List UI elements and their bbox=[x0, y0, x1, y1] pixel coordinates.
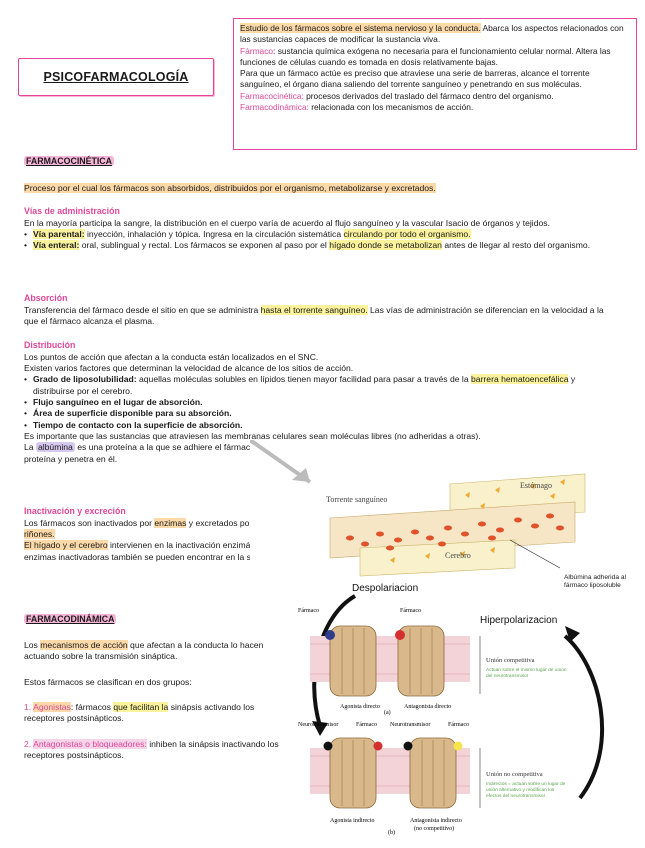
label-cerebro: Cerebro bbox=[445, 551, 471, 560]
farmacodinamica-heading: FARMACODINÁMICA bbox=[26, 614, 115, 624]
albumina-note: Albúmina adherida al fármaco liposoluble bbox=[564, 574, 626, 589]
farmaco-dot-b1 bbox=[374, 742, 383, 751]
distribucion-heading: Distribución bbox=[24, 340, 76, 350]
label-no-competitivo: (no competitivo) bbox=[414, 826, 455, 832]
hiperpolarizacion-arrow bbox=[565, 636, 602, 798]
farmaco-dot-antagonista bbox=[395, 630, 405, 640]
absorcion-heading: Absorción bbox=[24, 293, 68, 303]
label-agonista-directo: Agonista directo bbox=[340, 704, 380, 710]
farmacocinetica-heading: FARMACOCINÉTICA bbox=[26, 156, 113, 166]
inactivacion-text1: Los fármacos son inactivados por enzimas y excretados por los riñones. bbox=[24, 517, 266, 539]
inactivacion-text2: El hígado y el cerebro intervienen en la inactivación enzimática, las enzimas inactivadoras también se pueden encontrar en la sangre. bbox=[24, 540, 280, 562]
absorcion-text: Transferencia del fármaco desde el sitio en que se administra hasta el torrente sanguíneo. Las vías de administración se diferencian en la velocidad a la que el fármaco alcanza el plasma. bbox=[24, 304, 604, 326]
distribucion-p2: La albúmina es una proteína a la que se adhiere el fármaco dentro del torrente sanguíneo y que la transporta hasta el cerebro donde se desprende de la proteína y penetra en él. bbox=[24, 442, 610, 464]
intro-farmacodinamica: Farmacodinámica: relacionada con los mecanismos de acción. bbox=[240, 101, 474, 112]
farmacodinamica-text bbox=[24, 640, 289, 761]
farmaco-dot-b2 bbox=[454, 742, 463, 751]
via-enteral: • Vía enteral: oral, sublingual y rectal. Los fármacos se exponen al paso por el hígado donde se metabolizan antes de llegar al resto del organismo. bbox=[24, 240, 614, 251]
label-hiperpolarizacion: Hiperpolarizacion bbox=[480, 615, 558, 626]
intro-farmaco: Fármaco: sustancia química exógena no necesaria para el funcionamiento celular normal. Altera las funciones de células cuando es tomada en dosis relativamente bajas. bbox=[240, 45, 611, 67]
union-comp-note-wrap bbox=[486, 668, 568, 692]
intro-box bbox=[233, 18, 637, 150]
distribucion-p1: Es importante que las sustancias que atraviesen las membranas celulares sean moléculas libres (no adheridas a otras). bbox=[24, 431, 481, 442]
inactivacion-heading: Inactivación y excreción bbox=[24, 506, 126, 516]
intro-farmacocinetica: Farmacocinética: procesos derivados del traslado del fármaco dentro del organismo. bbox=[240, 90, 554, 101]
farmacocinetica-def: Proceso por el cual los fármacos son absorbidos, distribuidos por el organismo, metabolizarse y excretados. bbox=[24, 183, 436, 193]
vias-list bbox=[24, 229, 614, 252]
vias-text: En la mayoría participa la sangre, la distribución en el cuerpo varía de acuerdo al flujo sanguíneo y la vascular Isacio de órganos y tejidos. bbox=[24, 217, 550, 228]
neurotransmisor-dot-2 bbox=[404, 742, 413, 751]
label-a: (a) bbox=[384, 710, 391, 716]
distribucion-line2: Existen varios factores que determinan la velocidad de alcance de los sitios de acción. bbox=[24, 362, 354, 373]
farmaco-dot-agonista bbox=[325, 630, 335, 640]
grupo-agonistas: 1. Agonistas: fármacos que facilitan la sinápsis activando los receptores postsinápticos. bbox=[24, 702, 255, 724]
factor-flujo: • Flujo sanguíneo en el lugar de absorción. bbox=[24, 397, 614, 408]
label-farmaco-b2: Fármaco bbox=[448, 722, 469, 728]
grupo-antagonistas: 2. Antagonistas o bloqueadores: inhiben la sinápsis inactivando los receptores postsinápticos. bbox=[24, 738, 279, 761]
label-union-no-competitiva: Unión no competitiva bbox=[486, 771, 543, 778]
mecanismos-text: Los mecanismos de acción que afectan a la conducta lo hacen actuando sobre la transmisión sináptica. bbox=[24, 640, 264, 662]
intro-line1: Estudio de los fármacos sobre el sistema nervioso y la conducta. Abarca los aspectos relacionados con las sustancias capaces de modificar la sustancia viva. bbox=[240, 23, 624, 45]
vias-section bbox=[24, 206, 614, 252]
label-despolarizacion: Despolariacion bbox=[352, 583, 419, 594]
label-agonista-indirecto: Agonista indirecto bbox=[330, 818, 375, 824]
label-neurotransmisor-2: Neurotransmisor bbox=[390, 722, 431, 728]
intro-para: Para que un fármaco actúe es preciso que atraviese una serie de barreras, alcance el torrente sanguíneo, el órgano diana saliendo del torrente sanguíneo y penetrando en sus moléculas. bbox=[240, 68, 590, 90]
label-torrente: Torrente sanguíneo bbox=[326, 495, 388, 504]
label-b: (b) bbox=[388, 830, 395, 836]
label-farmaco-a1: Fármaco bbox=[298, 608, 319, 614]
factor-area: • Área de superficie disponible para su absorción. bbox=[24, 408, 614, 419]
vias-heading: Vías de administración bbox=[24, 206, 120, 216]
factor-tiempo: • Tiempo de contacto con la superficie de absorción. bbox=[24, 420, 614, 431]
neurotransmisor-dot-1 bbox=[324, 742, 333, 751]
distribucion-list bbox=[24, 374, 614, 431]
absorcion-section bbox=[24, 293, 614, 327]
label-union-competitiva: Unión competitiva bbox=[486, 657, 535, 664]
receptor-figure bbox=[290, 576, 645, 844]
clasificacion-text: Estos fármacos se clasifican en dos grupos: bbox=[24, 676, 192, 687]
label-farmaco-a2: Fármaco bbox=[400, 608, 421, 614]
factor-liposolubilidad: • Grado de liposolubilidad: aquellas moléculas solubles en lípidos tienen mayor facilidad para pasar a través de la barrera hematoencefálica y distribuirse por el cerebro. bbox=[24, 374, 614, 397]
label-neurotransmisor-1: Neurotransmisor bbox=[298, 722, 339, 728]
distribucion-line1: Los puntos de acción que afectan a la conducta están localizados en el SNC. bbox=[24, 351, 319, 362]
via-parental: • Vía parental: inyección, inhalación y tópica. Ingresa en la circulación sistemática circulando por todo el organismo. bbox=[24, 229, 614, 240]
title-box bbox=[18, 58, 214, 96]
label-antagonista-indirecto: Antagonista indirecto bbox=[410, 818, 462, 824]
label-antagonista-directo: Antagonista directo bbox=[404, 704, 452, 710]
union-nocomp-note: Indirectos = actúan sobre un lugar de unión alternativo y modifican los efectos del neurotransmisor bbox=[486, 782, 566, 799]
union-comp-note: Actúan sobre el mismo lugar de unión del neurotransmisor bbox=[486, 668, 567, 679]
page-title: PSICOFARMACOLOGÍA bbox=[43, 69, 189, 84]
label-estomago: Estómago bbox=[520, 481, 552, 490]
label-farmaco-b1: Fármaco bbox=[356, 722, 377, 728]
union-nocomp-note-wrap bbox=[486, 782, 568, 816]
